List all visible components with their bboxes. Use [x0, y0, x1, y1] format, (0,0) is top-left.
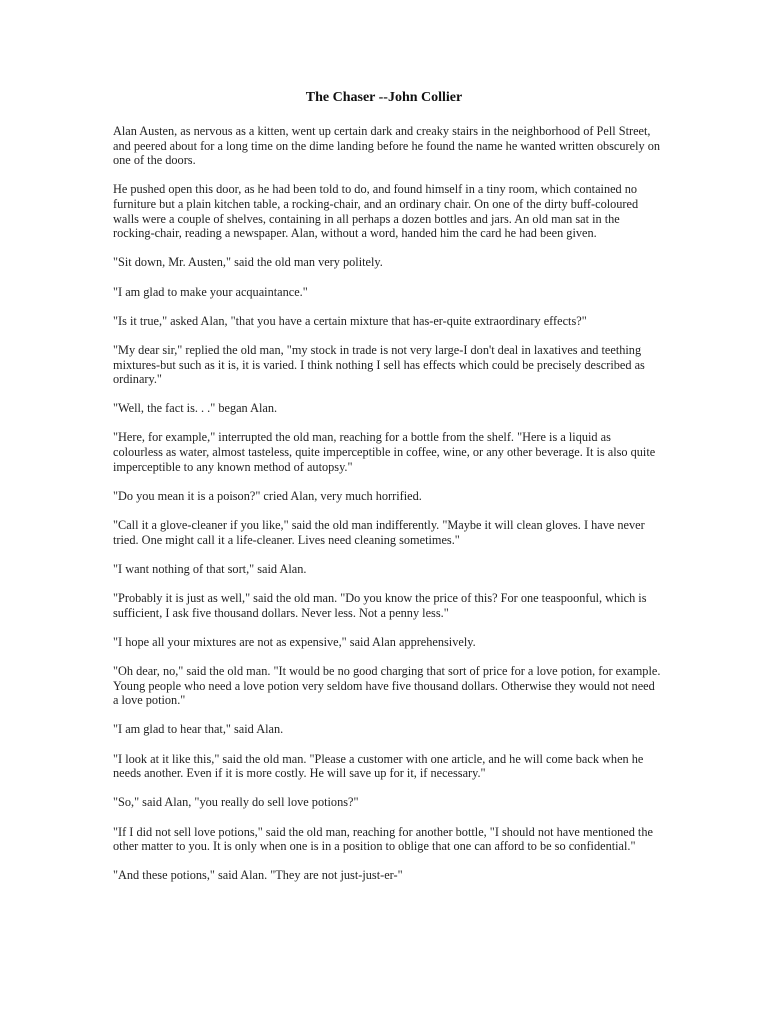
- paragraph: Alan Austen, as nervous as a kitten, went up certain dark and creaky stairs in the neighborhood of Pell Street, and peered about for a long time on the dime landing before he found the name he wanted written obscurely on one of the doors.: [113, 124, 661, 168]
- paragraph: "And these potions," said Alan. "They are not just-just-er-": [113, 868, 403, 883]
- paragraph: "My dear sir," replied the old man, "my stock in trade is not very large-I don't deal in laxatives and teething mixtures-but such as it is, it is varied. I think nothing I sell has effects which could be precisely described as ordinary.": [113, 342, 645, 387]
- paragraph: "I am glad to make your acquaintance.": [113, 284, 308, 299]
- paragraph: "I am glad to hear that," said Alan.: [113, 722, 284, 737]
- paragraph: "I hope all your mixtures are not as expensive," said Alan apprehensively.: [113, 634, 476, 649]
- paragraph: "Do you mean it is a poison?" cried Alan, very much horrified.: [113, 488, 422, 503]
- paragraph: He pushed open this door, as he had been told to do, and found himself in a tiny room, which contained no furniture but a plain kitchen table, a rocking-chair, and an ordinary chair. On one of the dirty buff-coloured walls were a couple of shelves, containing in all perhaps a dozen bottles and jars. An old man sat in the rocking-chair, reading a newspaper. Alan, without a word, handed him the card he had been given.: [113, 182, 639, 241]
- document-body: [113, 124, 661, 897]
- paragraph: "Oh dear, no," said the old man. "It would be no good charging that sort of price for a love potion, for example. Young people who need a love potion very seldom have five thousand dollars. Otherwise they would not need a love potion.": [113, 663, 661, 708]
- paragraph: "Is it true," asked Alan, "that you have a certain mixture that has-er-quite extraordinary effects?": [113, 313, 587, 328]
- document-title: The Chaser --John Collier: [305, 90, 463, 105]
- paragraph: "So," said Alan, "you really do sell love potions?": [113, 795, 359, 810]
- paragraph: "Probably it is just as well," said the old man. "Do you know the price of this? For one teaspoonful, which is sufficient, I ask five thousand dollars. Never less. Not a penny less.": [113, 591, 647, 620]
- paragraph: "I look at it like this," said the old man. "Please a customer with one article, and he will come back when he needs another. Even if it is more costly. He will save up for it, if necessary.": [113, 751, 644, 781]
- paragraph: "Well, the fact is. . ." began Alan.: [113, 401, 278, 416]
- paragraph: "I want nothing of that sort," said Alan.: [113, 561, 307, 576]
- paragraph: "If I did not sell love potions," said the old man, reaching for another bottle, "I should not have mentioned the other matter to you. It is only when one is in a position to oblige that one can afford to be so confidential.": [113, 824, 653, 854]
- paragraph: "Here, for example," interrupted the old man, reaching for a bottle from the shelf. "Here is a liquid as colourless as water, almost tasteless, quite imperceptible in coffee, wine, or any other beverage. It is also quite imperceptible to any known method of autopsy.": [113, 430, 656, 474]
- paragraph: "Call it a glove-cleaner if you like," said the old man indifferently. "Maybe it will clean gloves. I have never tried. One might call it a life-cleaner. Lives need cleaning sometimes.": [113, 518, 645, 547]
- paragraph: "Sit down, Mr. Austen," said the old man very politely.: [113, 255, 383, 270]
